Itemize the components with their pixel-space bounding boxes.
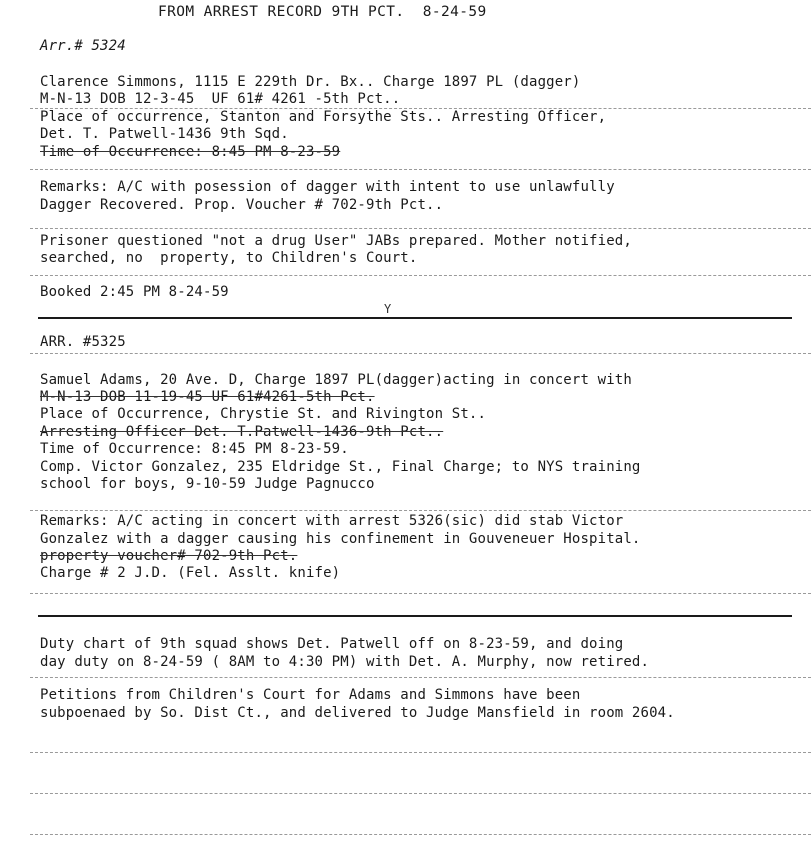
arrest1-prisoner-1: Prisoner questioned "not a drug User" JABs prepared. Mother notified, <box>40 233 632 249</box>
arrest1-line-4: Det. T. Patwell-1436 9th Sqd. <box>40 126 289 142</box>
section-divider <box>38 615 792 617</box>
ruled-line <box>30 228 811 229</box>
petitions-note-2: subpoenaed by So. Dist Ct., and delivered to Judge Mansfield in room 2604. <box>40 705 675 721</box>
arrest1-remarks-2: Dagger Recovered. Prop. Voucher # 702-9th Pct.. <box>40 197 444 213</box>
ruled-line <box>30 834 811 835</box>
arrest2-remarks-2: Gonzalez with a dagger causing his confinement in Gouveneuer Hospital. <box>40 531 641 547</box>
stray-mark: Y <box>384 302 392 316</box>
arrest2-line-5: Time of Occurrence: 8:45 PM 8-23-59. <box>40 441 349 457</box>
arrest-number-5325: ARR. #5325 <box>40 334 126 350</box>
ruled-line <box>30 510 811 511</box>
arrest1-line-3: Place of occurrence, Stanton and Forsythe Sts.. Arresting Officer, <box>40 109 607 125</box>
arrest2-line-7: school for boys, 9-10-59 Judge Pagnucco <box>40 476 375 492</box>
document-heading: FROM ARREST RECORD 9TH PCT. 8-24-59 <box>158 4 487 20</box>
duty-chart-note-1: Duty chart of 9th squad shows Det. Patwell off on 8-23-59, and doing <box>40 636 624 652</box>
ruled-line <box>30 353 811 354</box>
arrest2-line-6: Comp. Victor Gonzalez, 235 Eldridge St., Final Charge; to NYS training <box>40 459 641 475</box>
arrest2-line-3: Place of Occurrence, Chrystie St. and Rivington St.. <box>40 406 487 422</box>
ruled-line <box>30 793 811 794</box>
arrest2-line-2: M-N-13 DOB 11-19-45 UF 61#4261-5th Pct. <box>40 389 375 405</box>
ruled-line <box>30 275 811 276</box>
arrest1-line-2: M-N-13 DOB 12-3-45 UF 61# 4261 -5th Pct.. <box>40 91 401 107</box>
ruled-line <box>30 593 811 594</box>
arrest1-prisoner-2: searched, no property, to Children's Court. <box>40 250 418 266</box>
petitions-note-1: Petitions from Children's Court for Adams and Simmons have been <box>40 687 581 703</box>
arrest1-remarks-1: Remarks: A/C with posession of dagger with intent to use unlawfully <box>40 179 615 195</box>
arrest2-line-4: Arresting Officer Det. T.Patwell-1436-9th Pct.. <box>40 424 444 440</box>
arrest1-booked: Booked 2:45 PM 8-24-59 <box>40 284 229 300</box>
arrest1-line-5: Time of Occurrence: 8:45 PM 8-23-59 <box>40 144 341 160</box>
arrest2-remarks-1: Remarks: A/C acting in concert with arrest 5326(sic) did stab Victor <box>40 513 624 529</box>
ruled-line <box>30 169 811 170</box>
arrest-number-5324: Arr.# 5324 <box>40 38 126 54</box>
arrest1-line-1: Clarence Simmons, 1115 E 229th Dr. Bx.. Charge 1897 PL (dagger) <box>40 74 581 90</box>
ruled-line <box>30 752 811 753</box>
arrest2-remarks-3: property voucher# 702-9th Pct. <box>40 548 298 564</box>
ruled-line <box>30 677 811 678</box>
section-divider <box>38 317 792 319</box>
arrest2-remarks-4: Charge # 2 J.D. (Fel. Asslt. knife) <box>40 565 341 581</box>
duty-chart-note-2: day duty on 8-24-59 ( 8AM to 4:30 PM) with Det. A. Murphy, now retired. <box>40 654 650 670</box>
arrest2-line-1: Samuel Adams, 20 Ave. D, Charge 1897 PL(dagger)acting in concert with <box>40 372 632 388</box>
